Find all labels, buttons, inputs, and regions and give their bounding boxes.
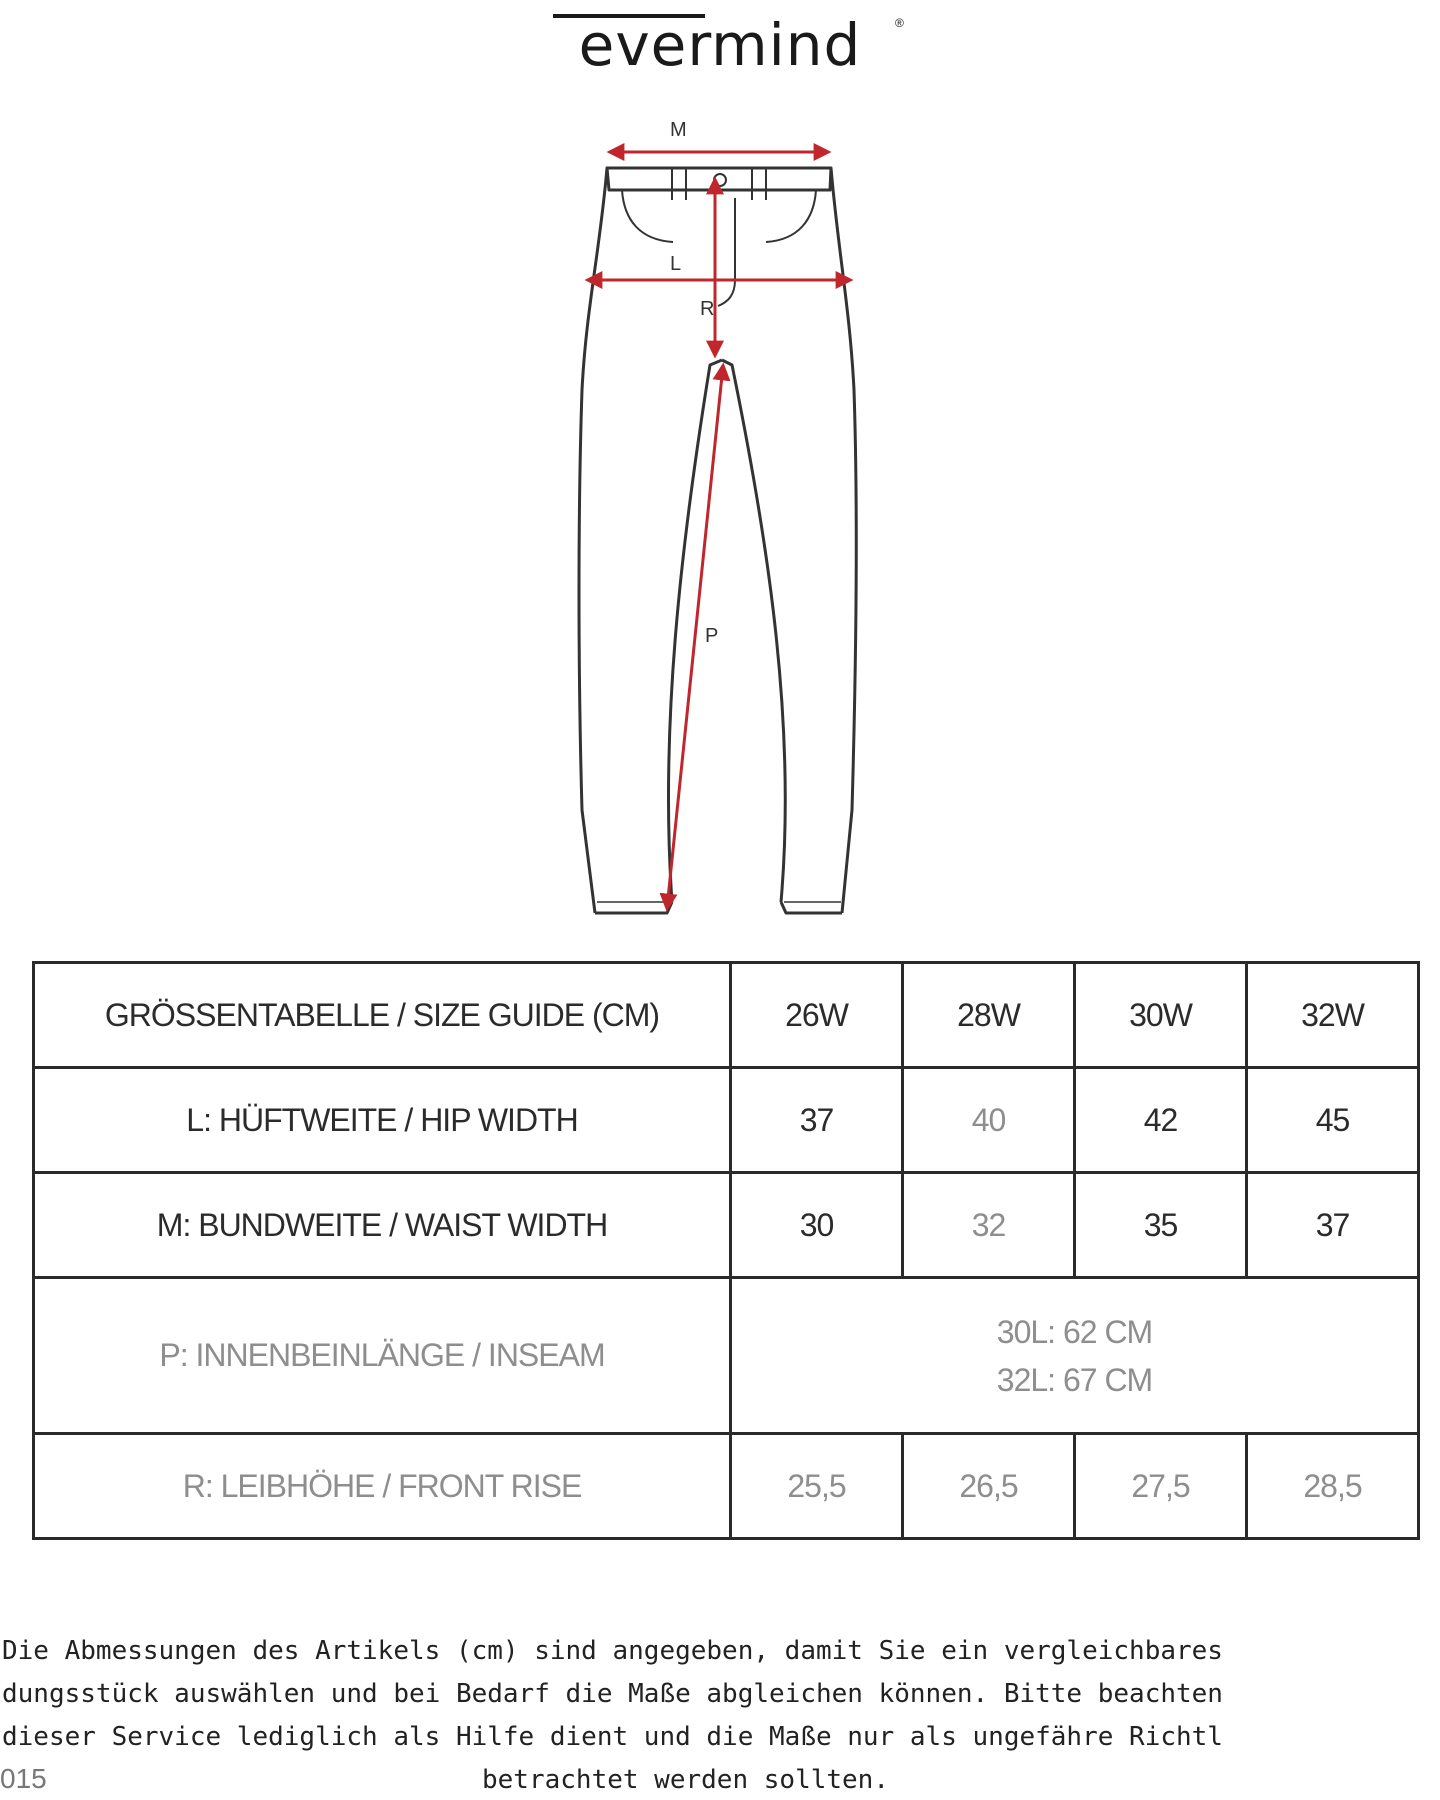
rise-value-26w: 25,5 xyxy=(731,1434,903,1539)
page-number: 015 xyxy=(0,1763,47,1794)
waist-value-32w: 37 xyxy=(1247,1173,1419,1278)
row-label-inseam: P: INNENBEINLÄNGE / INSEAM xyxy=(34,1278,731,1434)
table-header-row xyxy=(34,963,1419,1068)
note-line-4: betrachtet werden sollten. xyxy=(482,1765,889,1795)
table-row-inseam xyxy=(34,1278,1419,1434)
inseam-values-cell xyxy=(731,1278,1419,1434)
disclaimer-note xyxy=(0,1630,1440,1800)
size-header-32w: 32W xyxy=(1247,963,1419,1068)
hip-label: L xyxy=(670,253,682,275)
table-title: GRÖSSENTABELLE / SIZE GUIDE (CM) xyxy=(34,963,731,1068)
rise-label: R xyxy=(700,298,715,320)
inseam-value-32l: 32L: 67 CM xyxy=(996,1361,1153,1398)
size-header-28w: 28W xyxy=(903,963,1075,1068)
brand-logo xyxy=(0,8,1440,78)
table-row-waist-width xyxy=(34,1173,1419,1278)
note-line-3: dieser Service lediglich als Hilfe dient und die Maße nur als ungefähre Richtl xyxy=(2,1722,1223,1752)
table-row-hip-width xyxy=(34,1068,1419,1173)
size-header-30w: 30W xyxy=(1075,963,1247,1068)
waist-value-26w: 30 xyxy=(731,1173,903,1278)
note-line-1: Die Abmessungen des Artikels (cm) sind angegeben, damit Sie ein vergleichbares xyxy=(2,1636,1223,1666)
row-label-waist-width: M: BUNDWEITE / WAIST WIDTH xyxy=(34,1173,731,1278)
waist-value-30w: 35 xyxy=(1075,1173,1247,1278)
hip-value-28w: 40 xyxy=(903,1068,1075,1173)
brand-name: evermind xyxy=(578,11,862,79)
hip-value-32w: 45 xyxy=(1247,1068,1419,1173)
hip-value-26w: 37 xyxy=(731,1068,903,1173)
jeans-drawing xyxy=(560,110,900,925)
hip-value-30w: 42 xyxy=(1075,1068,1247,1173)
waist-label: M xyxy=(670,119,687,141)
rise-value-28w: 26,5 xyxy=(903,1434,1075,1539)
size-guide-table xyxy=(32,961,1420,1540)
waist-value-28w: 32 xyxy=(903,1173,1075,1278)
size-header-26w: 26W xyxy=(731,963,903,1068)
row-label-front-rise: R: LEIBHÖHE / FRONT RISE xyxy=(34,1434,731,1539)
inseam-label: P xyxy=(705,625,719,647)
table-row-front-rise xyxy=(34,1434,1419,1539)
jeans-measurement-diagram xyxy=(560,110,900,925)
note-line-2: dungsstück auswählen und bei Bedarf die Maße abgleichen können. Bitte beachten xyxy=(2,1679,1223,1709)
inseam-value-30l: 30L: 62 CM xyxy=(996,1313,1153,1350)
row-label-hip-width: L: HÜFTWEITE / HIP WIDTH xyxy=(34,1068,731,1173)
rise-value-30w: 27,5 xyxy=(1075,1434,1247,1539)
registered-mark: ® xyxy=(895,16,904,30)
measurement-lines xyxy=(588,152,850,908)
rise-value-32w: 28,5 xyxy=(1247,1434,1419,1539)
